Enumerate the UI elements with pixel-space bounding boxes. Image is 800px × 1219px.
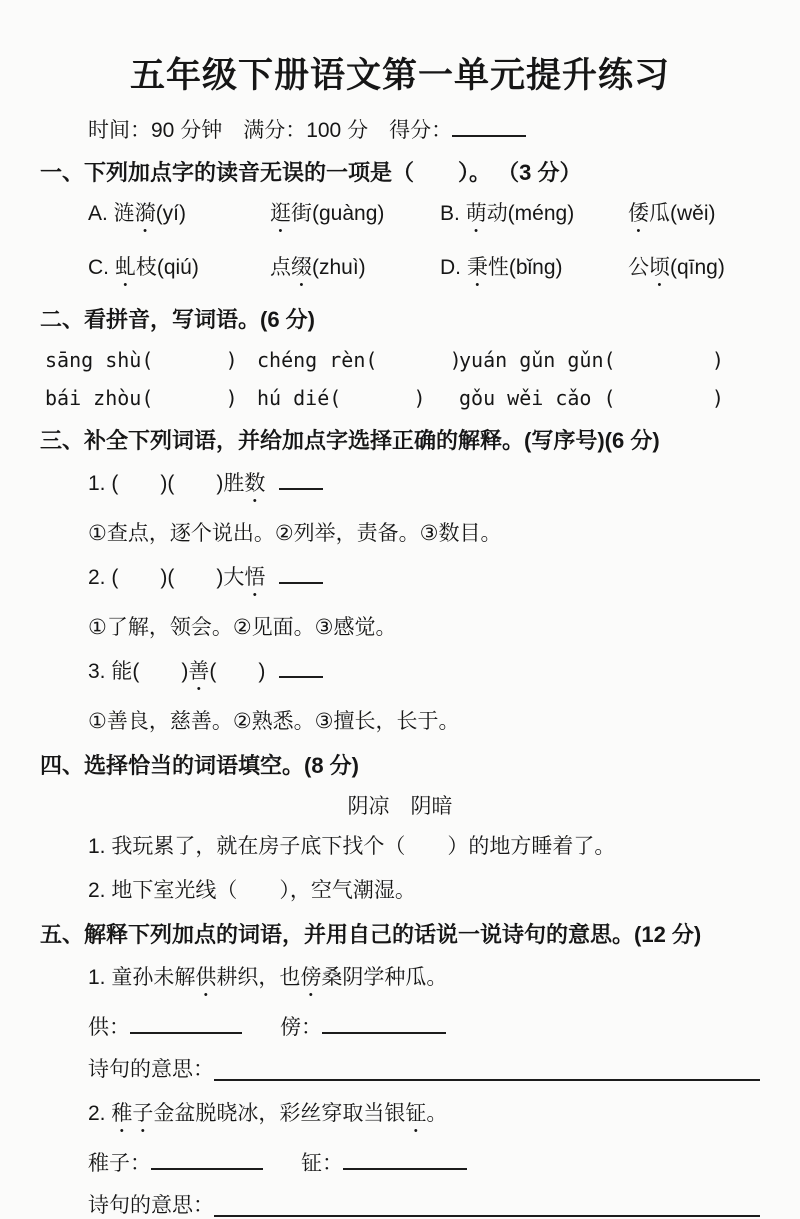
text-segment: A. 涟 (88, 202, 135, 225)
choices-line: ①善良，慈善。②熟悉。③擅长，长于。 (88, 710, 460, 733)
dotted-char: 秉 (466, 256, 488, 279)
section-1-options (88, 197, 760, 291)
text-segment: 1. ( )( )胜 (88, 472, 245, 495)
terms-line (88, 1011, 760, 1041)
text-segment: 3. 能( ) (88, 660, 189, 683)
term-label: 傍： (280, 1016, 322, 1039)
answer-blank (279, 467, 323, 490)
pinyin-row (45, 386, 760, 410)
meaning-blank (214, 1194, 760, 1217)
text-segment: B. (440, 202, 466, 225)
option-c-word2 (270, 251, 440, 291)
dotted-char: 悟 (244, 566, 266, 589)
option-c-word1 (88, 251, 270, 291)
word-completion-text (88, 660, 265, 683)
pinyin-cell: yuán gǔn gǔn( ) (459, 348, 724, 372)
dotted-char: 倭 (628, 202, 649, 225)
dotted-char: 虬 (114, 256, 136, 279)
text-segment: 2. (88, 1102, 112, 1125)
section-1-heading: 一、下列加点字的读音无误的一项是（ ）。 （3 分） (40, 160, 582, 185)
pinyin-row (45, 348, 760, 372)
option-d-word2 (628, 251, 760, 291)
meaning-label: 诗句的意思： (88, 1194, 214, 1217)
fill-blank-sentence: 1. 我玩累了，就在房子底下找个（ ）的地方睡着了。 (88, 835, 616, 858)
pinyin-cell: hú dié( ) (257, 386, 426, 410)
text-segment: 公 (628, 256, 649, 279)
text-segment: 耕织，也 (216, 966, 301, 989)
section-5-heading: 五、解释下列加点的词语，并用自己的话说一说诗句的意思。(12 分) (40, 922, 702, 947)
word-completion-text (88, 566, 265, 589)
word-completion-text (88, 472, 265, 495)
dotted-char: 漪 (134, 202, 156, 225)
poem-line (88, 1097, 760, 1137)
dotted-char: 善 (188, 660, 210, 683)
dotted-char: 顷 (649, 256, 670, 279)
term-label: 稚子： (88, 1152, 151, 1175)
text-segment: 街(guàng) (291, 202, 385, 225)
word-completion-item (88, 467, 760, 507)
answer-blank (279, 655, 323, 678)
option-b-word1 (440, 197, 628, 237)
section-4-heading: 四、选择恰当的词语填空。(8 分) (40, 753, 360, 778)
page-title: 五年级下册语文第一单元提升练习 (129, 56, 670, 95)
dotted-char: 逛 (270, 202, 291, 225)
word-completion-item (88, 561, 760, 601)
option-a-word2 (270, 197, 440, 237)
dotted-char: 供 (195, 966, 217, 989)
meaning-label: 诗句的意思： (88, 1058, 214, 1081)
text-segment: 动(méng) (486, 202, 575, 225)
word-completion-item (88, 655, 760, 695)
meaning-row (88, 1189, 760, 1219)
dotted-char: 稚子 (111, 1102, 154, 1125)
text-segment: 桑阴学种瓜。 (321, 966, 448, 989)
exam-meta (88, 114, 760, 144)
text-segment: 1. 童孙未解 (88, 966, 196, 989)
text-segment: ( ) (209, 660, 266, 683)
text-segment: (qīng) (670, 256, 725, 279)
answer-blank (279, 561, 323, 584)
option-d-word1 (440, 251, 628, 291)
option-b-word2 (628, 197, 760, 237)
choices-line: ①了解，领会。②见面。③感觉。 (88, 616, 397, 639)
word-bank: 阴凉 阴暗 (347, 795, 453, 818)
text-segment: 2. ( )( )大 (88, 566, 245, 589)
exam-meta-text: 时间：90 分钟 满分：100 分 得分： (88, 119, 453, 142)
poem-line (88, 961, 760, 1001)
dotted-char: 萌 (465, 202, 487, 225)
text-segment: 金盆脱晓冰，彩丝穿取当银 (153, 1102, 406, 1125)
text-segment: 。 (426, 1102, 448, 1125)
term-blank (343, 1147, 467, 1170)
text-segment: 枝(qiú) (135, 256, 199, 279)
option-a-word1 (88, 197, 270, 237)
choices-line: ①查点，逐个说出。②列举，责备。③数目。 (88, 522, 502, 545)
text-segment: 点 (270, 256, 291, 279)
fill-blank-sentence: 2. 地下室光线（ ），空气潮湿。 (88, 879, 416, 902)
dotted-char: 钲 (405, 1102, 427, 1125)
dotted-char: 数 (244, 472, 266, 495)
meaning-row (88, 1053, 760, 1083)
text-segment: (zhuì) (312, 256, 366, 279)
pinyin-cell: sāng shù( ) (45, 348, 238, 372)
text-segment: 性(bǐng) (487, 256, 563, 279)
text-segment: 瓜(wěi) (649, 202, 716, 225)
terms-line (88, 1147, 760, 1177)
text-segment: (yí) (155, 202, 187, 225)
term-label: 钲： (301, 1152, 343, 1175)
pinyin-cell: gǒu wěi cǎo ( ) (459, 386, 724, 410)
section-2-heading: 二、看拼音，写词语。(6 分) (40, 307, 316, 332)
term-blank (130, 1011, 242, 1034)
pinyin-cell: chéng rèn( ) (257, 348, 462, 372)
section-3-heading: 三、补全下列词语，并给加点字选择正确的解释。(写序号)(6 分) (40, 428, 660, 453)
dotted-char: 傍 (300, 966, 322, 989)
term-blank (151, 1147, 263, 1170)
dotted-char: 缀 (291, 256, 312, 279)
score-blank (452, 114, 526, 137)
meaning-blank (214, 1058, 760, 1081)
term-label: 供： (88, 1016, 130, 1039)
term-blank (322, 1011, 446, 1034)
text-segment: C. (88, 256, 115, 279)
text-segment: D. (440, 256, 467, 279)
pinyin-cell: bái zhòu( ) (45, 386, 238, 410)
